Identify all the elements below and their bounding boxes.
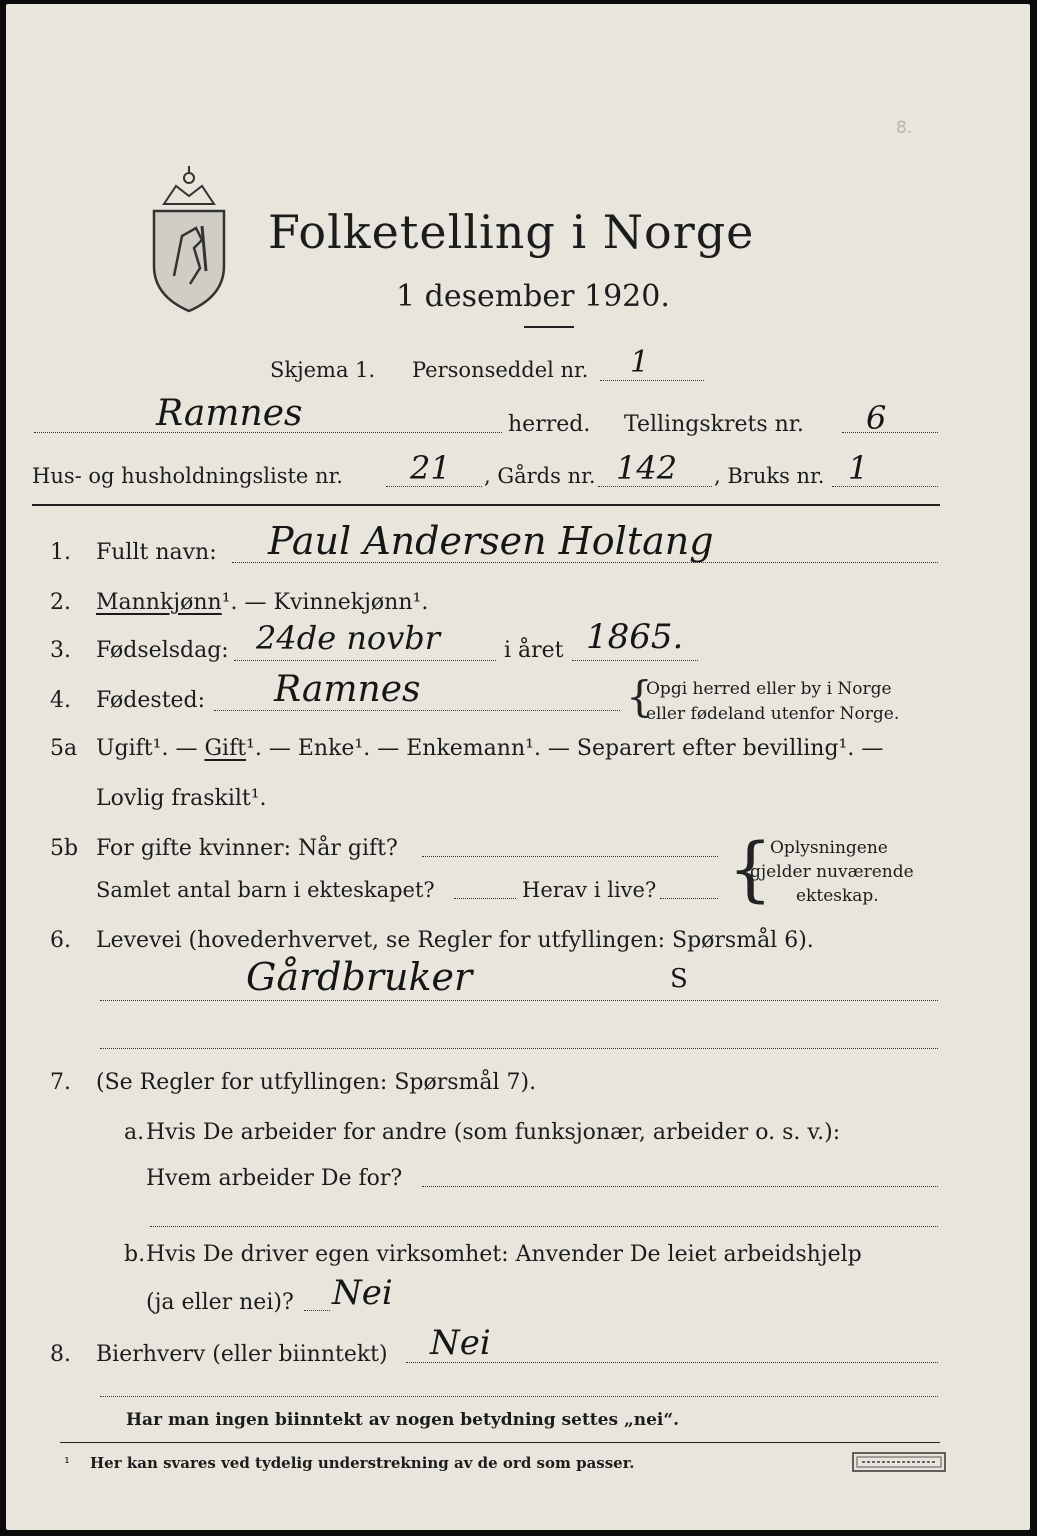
tellingskrets-label: Tellingskrets nr. [624, 412, 804, 437]
census-date: 1 desember 1920. [396, 279, 670, 314]
printer-stamp-icon [852, 1452, 946, 1472]
herred-label: herred. [508, 412, 591, 437]
q5b-label: For gifte kvinner: Når gift? [96, 836, 398, 861]
footnote-mark: ¹ [64, 1454, 71, 1472]
q6-occupation: Gårdbruker [246, 955, 473, 999]
q5b-alive-label: Herav i live? [522, 878, 657, 902]
q3-year-label: i året [504, 638, 564, 663]
title-underline [524, 326, 574, 328]
q6-number: 6. [50, 928, 71, 953]
herred-value: Ramnes [156, 393, 303, 434]
q2-male-selected: Mannkjønn [96, 590, 222, 615]
bleed-through-text: 8. [896, 118, 913, 138]
q3-label: Fødselsdag: [96, 638, 229, 663]
q2-other-options: ¹. — Kvinnekjønn¹. [221, 590, 429, 615]
q7a-letter: a. [124, 1120, 145, 1145]
q7a-employer-label: Hvem arbeider De for? [146, 1166, 403, 1191]
personseddel-line [600, 380, 704, 381]
hus-value: 21 [410, 449, 451, 487]
q2-number: 2. [50, 590, 71, 615]
q5b-children-label: Samlet antal barn i ekteskapet? [96, 878, 435, 902]
tellingskrets-line [842, 432, 938, 433]
q5a-gift-selected: Gift [204, 736, 247, 761]
gards-label: , Gårds nr. [484, 464, 596, 488]
q5b-when-line [422, 856, 718, 857]
hus-label: Hus- og husholdningsliste nr. [32, 464, 343, 488]
q7-label: (Se Regler for utfyllingen: Spørsmål 7). [96, 1070, 537, 1095]
q7b-line [304, 1310, 330, 1311]
q5a-marital-options [96, 738, 883, 760]
q2-gender-options [96, 592, 428, 614]
q4-number: 4. [50, 688, 71, 713]
q4-birthplace: Ramnes [274, 669, 421, 710]
q5a-ugift: Ugift¹. — [96, 736, 205, 761]
census-form-page [6, 4, 1030, 1530]
q3-line [234, 660, 496, 661]
q3-year-line [572, 660, 698, 661]
header-divider [32, 504, 940, 506]
norway-coat-of-arms-icon [146, 156, 232, 316]
q8-answer: Nei [430, 1323, 491, 1363]
bruks-value: 1 [848, 449, 869, 487]
q7b-yesno-label: (ja eller nei)? [146, 1290, 294, 1315]
q8-label: Bierhverv (eller biinntekt) [96, 1342, 388, 1367]
q4-label: Fødested: [96, 688, 206, 713]
q5a-number: 5a [50, 736, 78, 761]
q7b-letter: b. [124, 1242, 146, 1267]
q7b-label: Hvis De driver egen virksomhet: Anvender De leiet arbeidshjelp [146, 1242, 862, 1267]
q3-birth-year: 1865. [586, 617, 684, 657]
q1-number: 1. [50, 540, 71, 565]
footnote-divider [60, 1442, 940, 1443]
q6-line2 [100, 1048, 938, 1049]
q3-number: 3. [50, 638, 71, 663]
personseddel-label: Personseddel nr. [412, 358, 589, 382]
q7a-line2 [150, 1226, 938, 1227]
bruks-label: , Bruks nr. [714, 464, 825, 488]
footnote-text: Her kan svares ved tydelig understrekning av de ord som passer. [90, 1454, 635, 1472]
q5b-note-line2: gjelder nuværende [750, 862, 914, 882]
q4-brace: { [626, 672, 653, 721]
q5b-note-line1: Oplysningene [770, 838, 888, 858]
q7b-answer: Nei [332, 1273, 393, 1313]
tellingskrets-value: 6 [866, 399, 887, 437]
skjema-label: Skjema 1. [270, 358, 376, 382]
q1-label: Fullt navn: [96, 540, 217, 565]
personseddel-value: 1 [630, 345, 650, 380]
q4-line [214, 710, 620, 711]
q5a-other-options: ¹. — Enke¹. — Enkemann¹. — Separert efter bevilling¹. — [246, 736, 884, 761]
q3-birthday: 24de novbr [256, 619, 441, 657]
q4-note-line1: Opgi herred eller by i Norge [646, 679, 892, 699]
q1-full-name: Paul Andersen Holtang [268, 519, 714, 563]
q6-label: Levevei (hovederhvervet, se Regler for utfyllingen: Spørsmål 6). [96, 928, 814, 953]
q5a-fraskilt: Lovlig fraskilt¹. [96, 786, 267, 811]
q7-number: 7. [50, 1070, 71, 1095]
q8-number: 8. [50, 1342, 71, 1367]
q5b-number: 5b [50, 836, 79, 861]
q6-line1 [100, 1000, 938, 1001]
q5b-alive-line [660, 898, 718, 899]
form-title: Folketelling i Norge [268, 205, 755, 259]
q7a-label: Hvis De arbeider for andre (som funksjonær, arbeider o. s. v.): [146, 1120, 841, 1145]
biinntekt-note: Har man ingen biinntekt av nogen betydning settes „nei“. [126, 1410, 680, 1430]
q4-note-line2: eller fødeland utenfor Norge. [646, 704, 900, 724]
q7a-employer-line [422, 1186, 938, 1187]
q5b-brace: { [728, 828, 773, 910]
q6-code: S [670, 964, 688, 994]
q5b-children-line [454, 898, 516, 899]
gards-value: 142 [616, 449, 678, 487]
q5b-note-line3: ekteskap. [796, 886, 879, 906]
q8-line2 [100, 1396, 938, 1397]
